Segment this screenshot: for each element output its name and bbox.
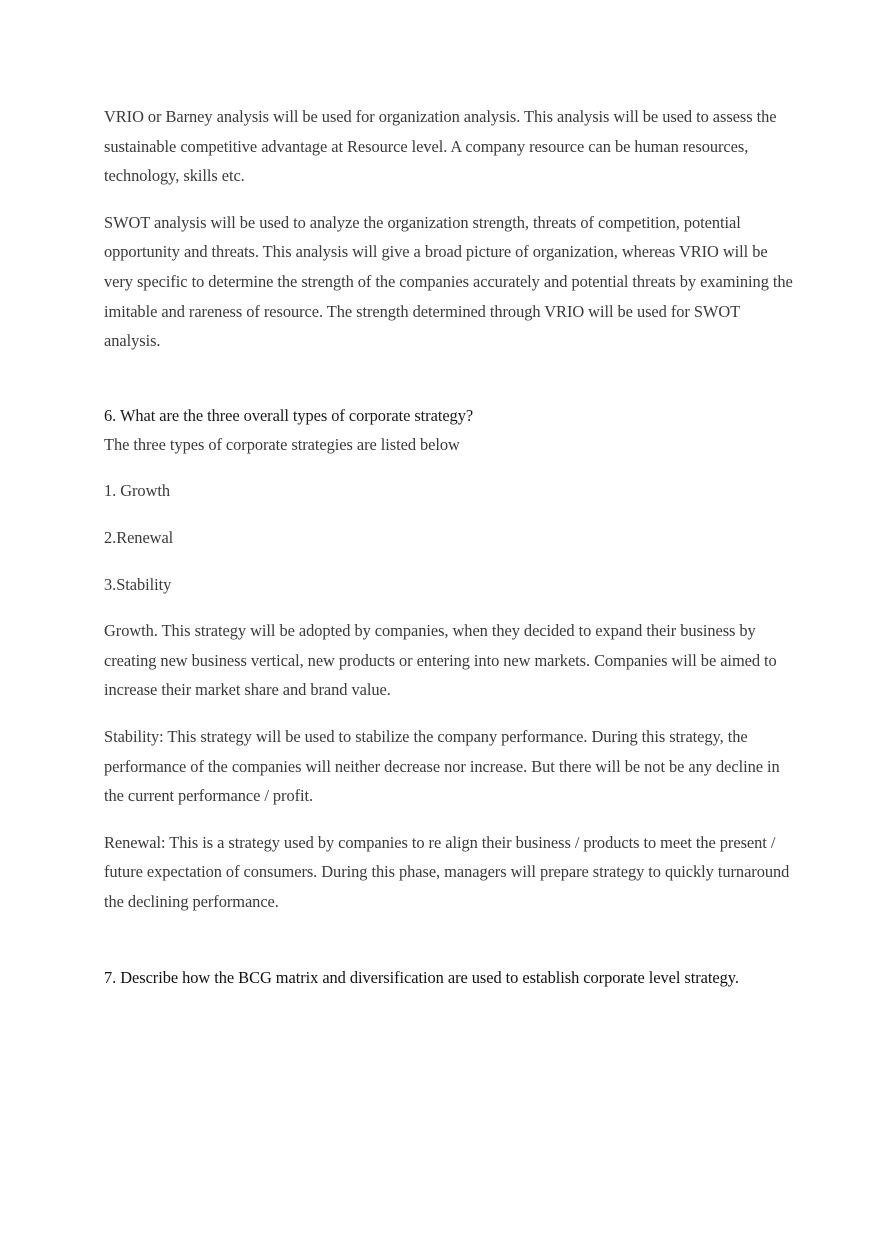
document-page — [104, 102, 794, 993]
paragraph-vrio: VRIO or Barney analysis will be used for organization analysis. This analysis will be used to assess the sustainable competitive advantage at Resource level. A company resource can be human resources, technology, skills etc. — [104, 107, 777, 186]
paragraph-renewal: Renewal: This is a strategy used by companies to re align their business / products to meet the present / future expectation of consumers. During this phase, managers will prepare strategy to quickly turnaround the declining performance. — [104, 832, 790, 911]
list-item-renewal: 2.Renewal — [104, 527, 174, 547]
list-item-stability: 3.Stability — [104, 574, 172, 594]
question-7-heading: 7. Describe how the BCG matrix and diversification are used to establish corporate level strategy. — [104, 968, 739, 988]
question-6-heading: 6. What are the three overall types of corporate strategy? — [104, 405, 474, 425]
list-item-growth: 1. Growth — [104, 481, 171, 501]
paragraph-growth: Growth. This strategy will be adopted by companies, when they decided to expand their business by creating new business vertical, new products or entering into new markets. Companies will be aimed to increase their market share and brand value. — [104, 621, 777, 700]
paragraph-swot: SWOT analysis will be used to analyze the organization strength, threats of competition, potential opportunity and threats. This analysis will give a broad picture of organization, whereas VRIO will be very specific to determine the strength of the companies accurately and potential threats by examining the imitable and rareness of resource. The strength determined through VRIO will be used for SWOT analysis. — [104, 212, 793, 351]
paragraph-stability: Stability: This strategy will be used to stabilize the company performance. During this strategy, the performance of the companies will neither decrease nor increase. But there will be not be any decline in the current performance / profit. — [104, 726, 780, 806]
answer-6-intro: The three types of corporate strategies are listed below — [104, 434, 460, 454]
